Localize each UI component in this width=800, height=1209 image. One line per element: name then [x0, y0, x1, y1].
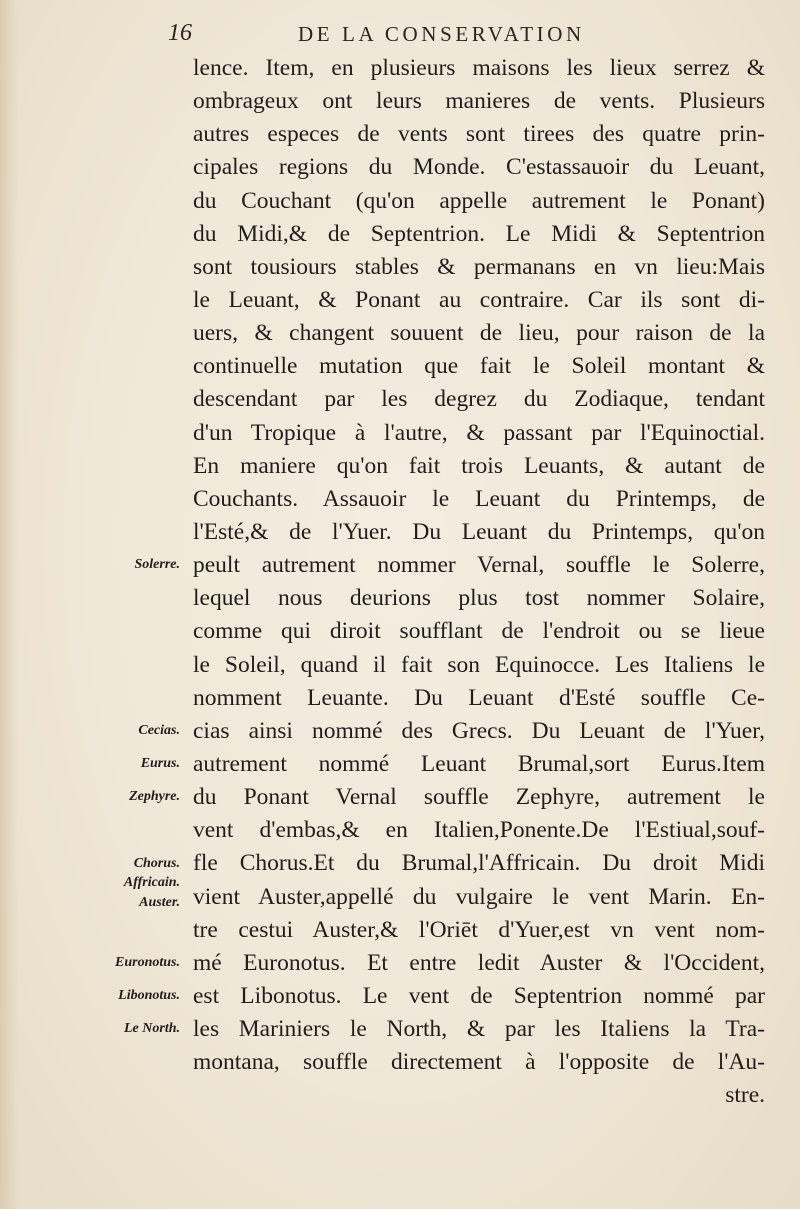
text-line: vent d'embas,& en Italien,Ponente.De l'Estiual,souf- [193, 817, 765, 844]
margin-note: Auster. [139, 895, 180, 911]
text-line: nomment Leuante. Du Leuant d'Esté souffle Ce- [193, 684, 765, 711]
text-line: sont tousiours stables & permanans en vn lieu:Mais [193, 253, 765, 280]
text-line: est Libonotus. Le vent de Septentrion nommé par [193, 982, 765, 1009]
text-line: autres especes de vents sont tirees des quatre prin- [193, 121, 765, 148]
text-line: En maniere qu'on fait trois Leuants, & autant de [193, 452, 765, 479]
margin-note: Libonotus. [118, 988, 180, 1004]
text-line: fle Chorus.Et du Brumal,l'Affricain. Du droit Midi [193, 850, 765, 877]
text-line: peult autrement nommer Vernal, souffle le Solerre, [193, 552, 765, 579]
text-line: vient Auster,appellé du vulgaire le vent Marin. En- [193, 883, 765, 910]
margin-note: Chorus. [133, 855, 180, 871]
margin-notes [0, 0, 190, 1209]
margin-note: Affricain. [123, 875, 180, 891]
body-text [193, 52, 765, 1113]
text-line: du Ponant Vernal souffle Zephyre, autrement le [193, 784, 765, 811]
text-line: mé Euronotus. Et entre ledit Auster & l'Occident, [193, 949, 765, 976]
margin-note: Zephyre. [129, 789, 180, 805]
text-line: ombrageux ont leurs manieres de vents. Plusieurs [193, 88, 765, 115]
text-line: le Soleil, quand il fait son Equinocce. Les Italiens le [193, 651, 765, 678]
text-line: autrement nommé Leuant Brumal,sort Eurus.Item [193, 750, 765, 777]
margin-note: Euronotus. [115, 955, 180, 971]
margin-note: Solerre. [134, 557, 180, 573]
running-title: DE LA CONSERVATION [298, 22, 585, 46]
text-line: montana, souffle directement à l'opposite de l'Au- [193, 1049, 765, 1076]
margin-note: Eurus. [140, 756, 180, 772]
text-line: descendant par les degrez du Zodiaque, tendant [193, 386, 765, 413]
text-line: uers, & changent souuent de lieu, pour raison de la [193, 320, 765, 347]
text-line: l'Esté,& de l'Yuer. Du Leuant du Printemps, qu'on [193, 518, 765, 545]
margin-note: Le North. [124, 1021, 180, 1037]
text-line: tre cestui Auster,& l'Oriēt d'Yuer,est vn vent nom- [193, 916, 765, 943]
text-line: comme qui diroit soufflant de l'endroit ou se lieue [193, 618, 765, 645]
running-head [168, 20, 768, 50]
text-line: cipales regions du Monde. C'estassauoir du Leuant, [193, 154, 765, 181]
text-line: du Midi,& de Septentrion. Le Midi & Septentrion [193, 220, 765, 247]
text-line: les Mariniers le North, & par les Italiens la Tra- [193, 1016, 765, 1043]
text-line: Couchants. Assauoir le Leuant du Printemps, de [193, 485, 765, 512]
page-number: 16 [168, 20, 192, 46]
text-line: stre. [725, 1082, 765, 1109]
text-line: cias ainsi nommé des Grecs. Du Leuant de l'Yuer, [193, 717, 765, 744]
text-line: le Leuant, & Ponant au contraire. Car ils sont di- [193, 286, 765, 313]
text-line: continuelle mutation que fait le Soleil montant & [193, 353, 765, 380]
margin-note: Cecias. [138, 723, 180, 738]
text-line: lequel nous deurions plus tost nommer Solaire, [193, 585, 765, 612]
text-line: du Couchant (qu'on appelle autrement le Ponant) [193, 187, 765, 214]
text-line: d'un Tropique à l'autre, & passant par l'Equinoctial. [193, 419, 765, 446]
text-line: lence. Item, en plusieurs maisons les lieux serrez & [193, 55, 765, 81]
